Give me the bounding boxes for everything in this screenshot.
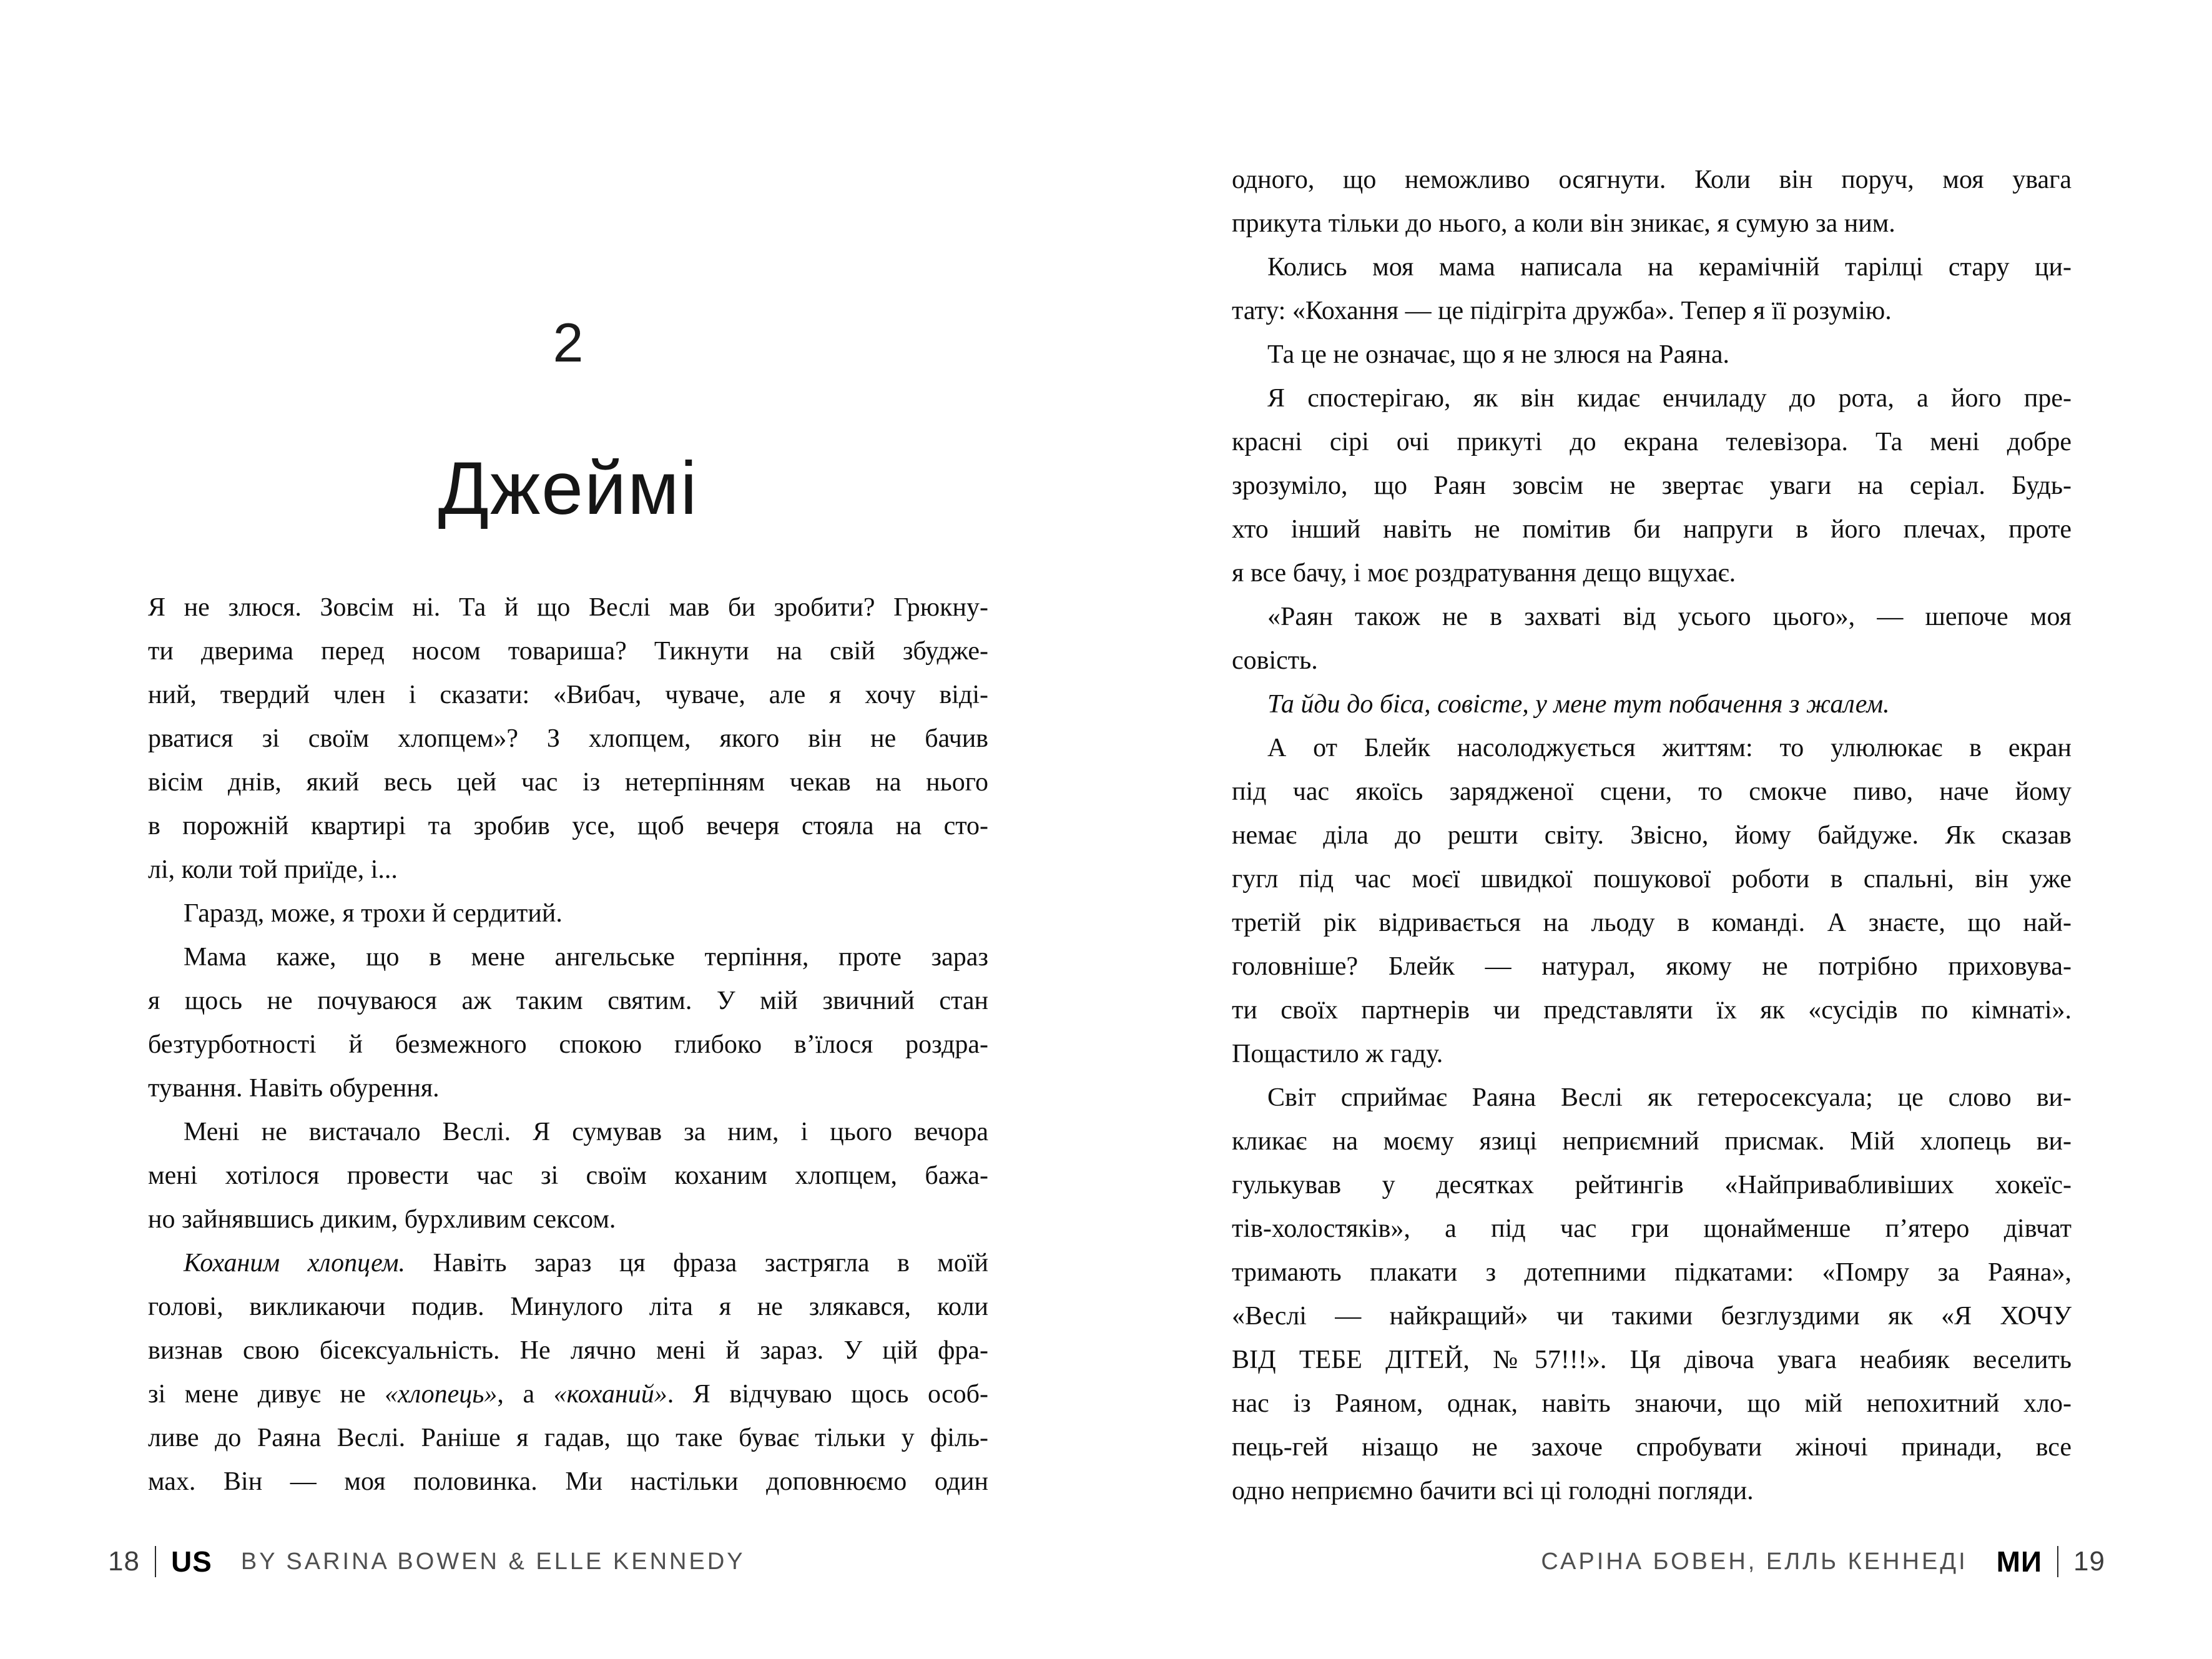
text-line: головніше? Блейк — натурал, якому не потрібно приховува-	[1232, 952, 2072, 981]
text-line: «Веслі — найкращий» чи такими безглуздими як «Я ХОЧУ	[1232, 1302, 2072, 1331]
text-line: вісім днів, який весь цей час із нетерпінням чекав на нього	[148, 768, 988, 797]
text-line: Гаразд, може, я трохи й сердитий.	[184, 899, 563, 928]
footer-divider-rule	[2057, 1546, 2058, 1577]
text-line: Пощастило ж гаду.	[1232, 1040, 1443, 1068]
chapter-number: 2	[553, 312, 584, 373]
text-line: третій рік відривається на льоду в команді. А знаєте, що най-	[1232, 908, 2072, 937]
text-line: Я не злюся. Зовсім ні. Та й що Веслі мав би зробити? Грюкну-	[148, 593, 988, 622]
text-line: рватися зі своїм хлопцем»? З хлопцем, якого він не бачив	[148, 724, 988, 753]
text-line: тування. Навіть обурення.	[148, 1074, 440, 1103]
text-line: совість.	[1232, 646, 1318, 675]
text-line: красні сірі очі прикуті до екрана телевізора. Та мені добре	[1232, 428, 2072, 456]
text-line: Колись моя мама написала на керамічній тарілці стару ци-	[1267, 253, 2072, 282]
text-line: мені хотілося провести час зі своїм коханим хлопцем, бажа-	[148, 1161, 988, 1190]
text-line: Та йди до біса, совісте, у мене тут побачення з жалем.	[1267, 690, 1890, 719]
chapter-title: Джеймі	[438, 446, 699, 530]
text-line: ливе до Раяна Веслі. Раніше я гадав, що таке буває тільки у філь-	[148, 1424, 988, 1452]
footer-divider-rule	[155, 1546, 156, 1577]
right-page-text-column	[1232, 158, 2072, 1513]
text-line: визнав свою бісексуальність. Не лячно мені й зараз. У цій фра-	[148, 1336, 988, 1365]
left-page-text-column	[148, 586, 988, 1504]
text-line: я все бачу, і моє роздратування дещо вщухає.	[1232, 559, 1736, 588]
text-line: ти своїх партнерів чи представляти їх як «сусідів по кімнаті».	[1232, 996, 2072, 1025]
text-line: но зайнявшись диким, бурхливим сексом.	[148, 1205, 616, 1234]
text-line: Коханим хлопцем. Навіть зараз ця фраза застрягла в моїй	[184, 1249, 988, 1277]
text-line: лі, коли той приїде, і...	[148, 855, 398, 884]
text-line: ти дверима перед носом товариша? Тикнути на свій збудже-	[148, 637, 988, 666]
text-line: гугл під час моєї швидкої пошукової роботи в спальні, він уже	[1232, 865, 2072, 893]
text-line: Світ сприймає Раяна Веслі як гетеросексуала; це слово ви-	[1267, 1083, 2072, 1112]
text-line: Мені не вистачало Веслі. Я сумував за ним, і цього вечора	[184, 1118, 988, 1146]
text-line: ний, твердий член і сказати: «Вибач, чуваче, але я хочу віді-	[148, 681, 988, 709]
text-line: нас із Раяном, однак, навіть знаючи, що мій непохитний хло-	[1232, 1389, 2072, 1418]
text-line: кликає на моєму язиці неприємний присмак. Мій хлопець ви-	[1232, 1127, 2072, 1156]
text-line: голові, викликаючи подив. Минулого літа я не злякався, коли	[148, 1292, 988, 1321]
book-authors-translated: САРІНА БОВЕН, ЕЛЛЬ КЕННЕДІ	[1541, 1548, 1968, 1575]
text-line: під час якоїсь зарядженої сцени, то смокче пиво, наче йому	[1232, 777, 2072, 806]
text-line: хто інший навіть не помітив би напруги в його плечах, проте	[1232, 515, 2072, 544]
text-line: Я спостерігаю, як він кидає енчиладу до рота, а його пре-	[1267, 384, 2072, 413]
text-line: Мама каже, що в мене ангельське терпіння, проте зараз	[184, 943, 988, 972]
left-page-footer	[108, 1543, 745, 1580]
text-line: я щось не почуваюся аж таким святим. У мій звичний стан	[148, 987, 988, 1015]
text-line: А от Блейк насолоджується життям: то улюлюкає в екран	[1267, 734, 2072, 762]
text-line: «Раян також не в захваті від усього цього», — шепоче моя	[1267, 603, 2072, 631]
text-line: немає діла до решти світу. Звісно, йому байдуже. Як сказав	[1232, 821, 2072, 850]
right-page-footer	[1541, 1543, 2105, 1580]
text-line: прикута тільки до нього, а коли він зникає, я сумую за ним.	[1232, 209, 1895, 238]
text-line: Та це не означає, що я не злюся на Раяна.	[1267, 340, 1730, 369]
text-line: пець-гей нізащо не захоче спробувати жіночі принади, все	[1232, 1433, 2072, 1462]
text-line: в порожній квартирі та зробив усе, щоб вечеря стояла на сто-	[148, 812, 988, 840]
book-title-original: US	[170, 1545, 212, 1578]
text-line: зрозуміло, що Раян зовсім не звертає уваги на серіал. Будь-	[1232, 471, 2072, 500]
text-line: безтурботності й безмежного спокою глибоко в’їлося роздра-	[148, 1030, 988, 1059]
book-byline: BY SARINA BOWEN & ELLE KENNEDY	[240, 1548, 745, 1575]
text-line: тів-холостяків», а під час гри щонайменше п’ятеро дівчат	[1232, 1214, 2072, 1243]
right-page-number: 19	[2073, 1546, 2105, 1577]
text-line: одно неприємно бачити всі ці голодні погляди.	[1232, 1477, 1754, 1505]
text-line: тату: «Кохання — це підігріта дружба». Тепер я її розумію.	[1232, 297, 1892, 325]
text-line: ВІД ТЕБЕ ДІТЕЙ, №57!!!». Ця дівоча увага неабияк веселить	[1232, 1346, 2072, 1374]
text-line: гулькував у десятках рейтингів «Найпривабливіших хокеїс-	[1232, 1171, 2072, 1199]
text-line: мах. Він — моя половинка. Ми настільки доповнюємо один	[148, 1467, 988, 1496]
text-line: тримають плакати з дотепними підкатами: «Помру за Раяна»,	[1232, 1258, 2072, 1287]
left-page-number: 18	[108, 1546, 140, 1577]
book-title-translated: МИ	[1996, 1545, 2043, 1578]
text-line: зі мене дивує не «хлопець», а «коханий». Я відчуваю щось особ-	[148, 1380, 988, 1409]
text-line: одного, що неможливо осягнути. Коли він поруч, моя увага	[1232, 165, 2072, 194]
